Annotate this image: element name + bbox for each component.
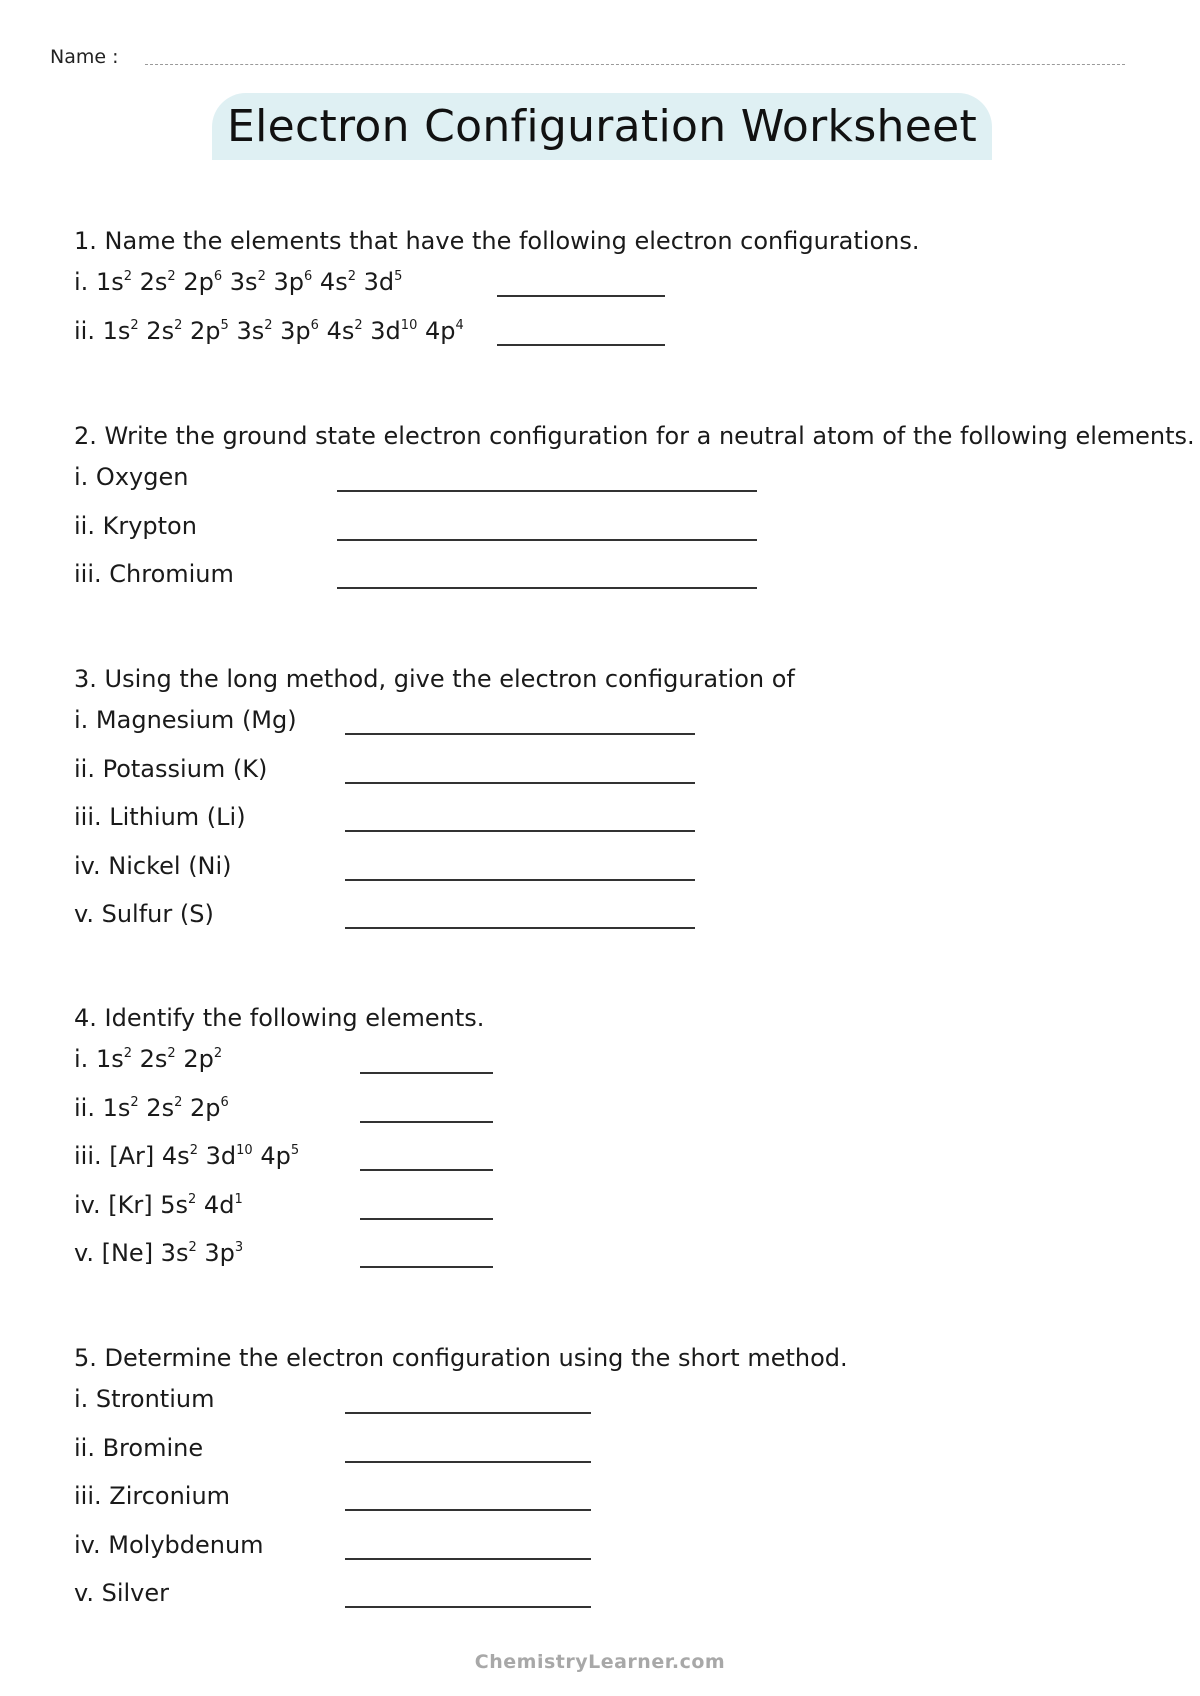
question-1-prompt: 1. Name the elements that have the following electron configurations. xyxy=(74,227,920,255)
list-item xyxy=(74,1083,484,1132)
orbital: 2s xyxy=(146,1093,175,1122)
electron-count: 6 xyxy=(220,1094,229,1110)
answer-blank[interactable] xyxy=(345,927,695,929)
electron-count: 2 xyxy=(347,269,356,284)
answer-blank[interactable] xyxy=(360,1121,493,1123)
orbital: 3d xyxy=(205,1142,237,1170)
item-label: iv. Molybdenum xyxy=(74,1530,264,1559)
question-1 xyxy=(74,225,920,354)
question-3 xyxy=(74,663,795,938)
orbital: 1s xyxy=(95,1045,124,1073)
question-4-prompt: 4. Identify the following elements. xyxy=(74,1004,485,1032)
list-item xyxy=(74,1568,848,1617)
question-3-prompt: 3. Using the long method, give the electron configuration of xyxy=(74,665,795,693)
orbital: 2s xyxy=(139,268,168,296)
item-label: iii. Lithium (Li) xyxy=(74,803,246,831)
item-label xyxy=(74,1093,229,1123)
electron-count: 2 xyxy=(123,1046,132,1061)
electron-count: 2 xyxy=(354,317,363,333)
orbital: 3d xyxy=(370,316,401,345)
answer-blank[interactable] xyxy=(360,1218,493,1220)
item-number: iii. xyxy=(74,1142,110,1170)
title-banner xyxy=(212,93,992,160)
orbital: 4s xyxy=(319,268,348,296)
item-label xyxy=(74,267,402,297)
orbital: 2p xyxy=(190,316,221,345)
answer-blank[interactable] xyxy=(345,1558,591,1560)
answer-blank[interactable] xyxy=(337,587,757,589)
electron-count: 2 xyxy=(213,1046,223,1061)
question-3-items xyxy=(74,695,795,938)
electron-count: 2 xyxy=(167,1046,176,1061)
item-label: iii. Zirconium xyxy=(74,1482,231,1510)
answer-blank[interactable] xyxy=(345,1461,591,1463)
orbital: 1s xyxy=(102,1093,131,1122)
orbital: 2p xyxy=(183,268,214,296)
question-5-items xyxy=(74,1374,848,1617)
answer-blank[interactable] xyxy=(497,295,665,297)
answer-blank[interactable] xyxy=(337,539,757,541)
electron-count: 6 xyxy=(213,269,223,284)
list-item xyxy=(74,1034,484,1083)
footer-watermark: ChemistryLearner.com xyxy=(474,1651,726,1673)
item-label: v. Sulfur (S) xyxy=(74,900,214,928)
orbital: 3p xyxy=(273,268,304,296)
electron-count: 10 xyxy=(236,1143,253,1158)
item-label: iii. Chromium xyxy=(74,560,234,588)
orbital: 3s xyxy=(236,316,265,345)
name-label: Name : xyxy=(50,46,119,68)
electron-count: 2 xyxy=(130,1094,139,1110)
item-label: i. Magnesium (Mg) xyxy=(74,706,297,734)
list-item xyxy=(74,1423,848,1472)
item-number: ii. xyxy=(74,316,103,345)
orbital: [Kr] 5s xyxy=(108,1190,188,1219)
orbital: 4p xyxy=(260,1142,291,1170)
electron-count: 2 xyxy=(264,317,273,333)
electron-count: 10 xyxy=(400,317,418,333)
item-label: i. Oxygen xyxy=(74,463,189,491)
list-item xyxy=(74,889,795,938)
item-number: i. xyxy=(74,1045,96,1073)
question-4-items xyxy=(74,1034,484,1277)
electron-count: 4 xyxy=(455,317,464,333)
list-item xyxy=(74,1520,848,1569)
answer-blank[interactable] xyxy=(345,879,695,881)
item-number: iv. xyxy=(74,1190,109,1219)
answer-blank[interactable] xyxy=(360,1072,493,1074)
list-item xyxy=(74,549,1195,598)
item-label xyxy=(74,1190,243,1220)
list-item xyxy=(74,841,795,890)
orbital: 4d xyxy=(203,1190,235,1219)
list-item xyxy=(74,1471,848,1520)
electron-count: 2 xyxy=(189,1143,198,1158)
electron-count: 1 xyxy=(234,1191,243,1207)
orbital: 2p xyxy=(183,1045,214,1073)
item-label xyxy=(74,316,464,346)
item-number: i. xyxy=(74,268,96,296)
electron-count: 2 xyxy=(130,317,139,333)
list-item xyxy=(74,306,920,355)
list-item xyxy=(74,1131,484,1180)
answer-blank[interactable] xyxy=(345,1606,591,1608)
list-item xyxy=(74,501,1195,550)
orbital: 4p xyxy=(424,316,456,345)
list-item xyxy=(74,257,920,306)
electron-count: 2 xyxy=(123,269,132,284)
question-4 xyxy=(74,1002,484,1277)
answer-blank[interactable] xyxy=(345,733,695,735)
list-item xyxy=(74,452,1195,501)
orbital: 2p xyxy=(190,1093,221,1122)
answer-blank[interactable] xyxy=(360,1266,493,1268)
orbital: 3d xyxy=(363,268,395,296)
electron-count: 5 xyxy=(394,269,403,284)
electron-count: 2 xyxy=(188,1240,197,1255)
orbital: 1s xyxy=(95,268,124,296)
orbital: 4s xyxy=(326,316,355,345)
answer-blank[interactable] xyxy=(360,1169,493,1171)
orbital: 3s xyxy=(229,268,258,296)
question-2-prompt: 2. Write the ground state electron configuration for a neutral atom of the following elements. xyxy=(74,422,1195,450)
electron-count: 2 xyxy=(257,269,266,284)
page-title: Electron Configuration Worksheet xyxy=(226,101,978,152)
question-5-prompt: 5. Determine the electron configuration using the short method. xyxy=(74,1344,848,1372)
answer-blank[interactable] xyxy=(497,344,665,346)
electron-count: 2 xyxy=(167,269,176,284)
electron-count: 6 xyxy=(304,269,313,284)
orbital: 2s xyxy=(139,1045,168,1073)
list-item xyxy=(74,744,795,793)
item-label xyxy=(74,1141,299,1171)
answer-blank[interactable] xyxy=(337,490,757,492)
item-label: ii. Potassium (K) xyxy=(74,754,268,783)
electron-count: 5 xyxy=(220,317,229,333)
orbital: 1s xyxy=(102,316,131,345)
orbital: 3p xyxy=(204,1239,235,1267)
item-label: ii. Bromine xyxy=(74,1433,204,1462)
electron-count: 6 xyxy=(310,317,319,333)
list-item xyxy=(74,1180,484,1229)
item-number: ii. xyxy=(74,1093,103,1122)
question-1-items xyxy=(74,257,920,354)
question-2-items xyxy=(74,452,1195,598)
answer-blank[interactable] xyxy=(345,830,695,832)
item-label: i. Strontium xyxy=(74,1385,215,1413)
item-label xyxy=(74,1238,243,1268)
list-item xyxy=(74,695,795,744)
electron-count: 2 xyxy=(188,1191,197,1207)
name-row xyxy=(50,42,1125,72)
electron-count: 5 xyxy=(290,1143,300,1158)
answer-blank[interactable] xyxy=(345,1509,591,1511)
orbital: 3p xyxy=(280,316,311,345)
electron-count: 2 xyxy=(174,317,183,333)
list-item xyxy=(74,1228,484,1277)
name-input-line[interactable] xyxy=(145,64,1125,65)
answer-blank[interactable] xyxy=(345,782,695,784)
item-label: v. Silver xyxy=(74,1579,170,1607)
question-5 xyxy=(74,1342,848,1617)
answer-blank[interactable] xyxy=(345,1412,591,1414)
list-item xyxy=(74,792,795,841)
list-item xyxy=(74,1374,848,1423)
orbital: [Ar] 4s xyxy=(109,1142,190,1170)
orbital: [Ne] 3s xyxy=(101,1239,189,1267)
question-2 xyxy=(74,420,1195,598)
item-label: ii. Krypton xyxy=(74,511,197,540)
electron-count: 3 xyxy=(234,1240,244,1255)
item-label xyxy=(74,1044,222,1074)
electron-count: 2 xyxy=(174,1094,183,1110)
item-number: v. xyxy=(74,1239,102,1267)
orbital: 2s xyxy=(146,316,175,345)
item-label: iv. Nickel (Ni) xyxy=(74,851,232,880)
